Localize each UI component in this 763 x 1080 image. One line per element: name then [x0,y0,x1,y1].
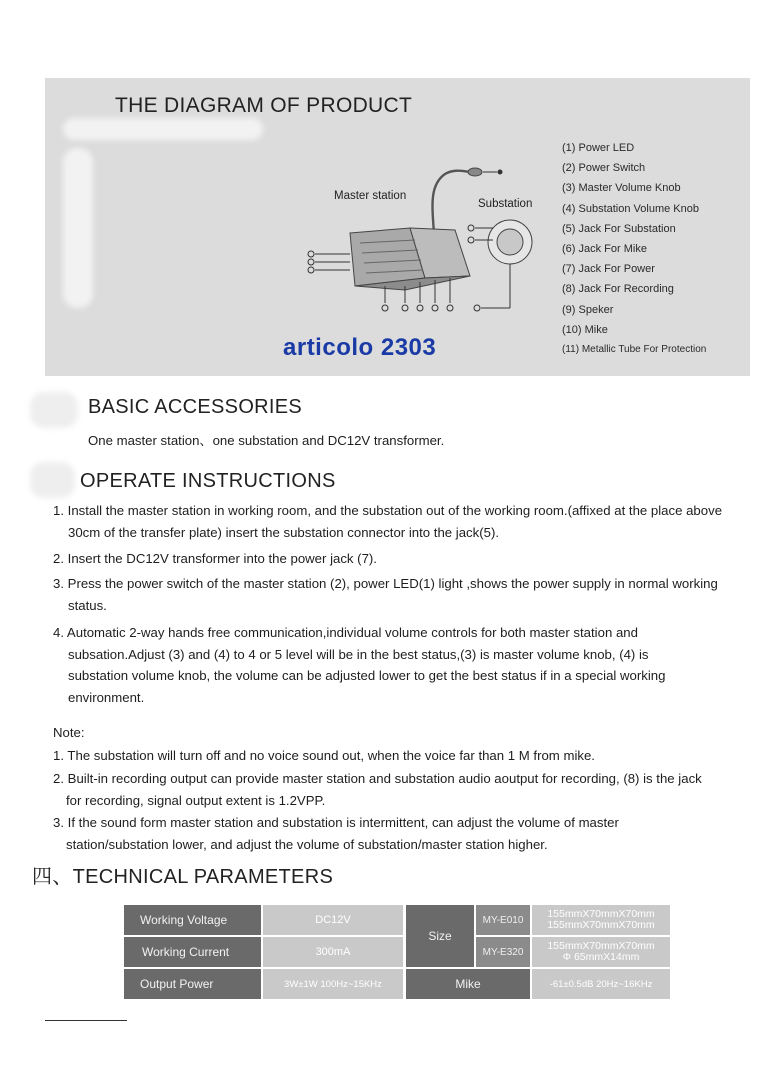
size-value [532,905,670,935]
param-value: DC12V [263,905,403,935]
part-item: (8) Jack For Recording [562,283,674,296]
note-item: 3. If the sound form master station and substation is intermittent, can adjust the volume of master station/substation lower, and adjust the volume of substation/master station higher. [53,815,619,852]
technical-table-right [404,903,672,1001]
part-item: (11) Metallic Tube For Protection [562,344,707,356]
model-label: MY-E320 [476,937,530,967]
param-value: 3W±1W 100Hz~15KHz [263,969,403,999]
footer-rule [45,1020,127,1021]
accessories-heading: BASIC ACCESSORIES [88,396,303,418]
note-item: 1. The substation will turn off and no voice sound out, when the voice far than 1 M from mike. [53,748,595,763]
param-value: 300mA [263,937,403,967]
product-drawing [295,158,575,328]
diagram-title: THE DIAGRAM OF PRODUCT [115,94,413,117]
param-label: Working Voltage [124,905,261,935]
article-watermark: articolo 2303 [283,334,437,361]
note-heading: Note: [53,725,85,740]
instruction-item: 4. Automatic 2-way hands free communication,individual volume controls for both master station and subsation.Adjust (3) and (4) to 4 or 5 level will be in the best status,(3) is master volume knob, (4) is substation volume knob, the volume can be adjusted lower to get the best status if in a special working environment. [53,625,666,705]
parts-legend [562,138,747,360]
technical-heading: 四、TECHNICAL PARAMETERS [32,866,334,888]
accessories-text: One master station、one substation and DC12V transformer. [88,433,445,448]
redaction-mark [63,118,263,140]
product-diagram-panel [45,78,750,376]
redaction-mark [63,148,93,308]
redaction-mark [30,392,78,428]
size-value [532,937,670,967]
note-item: 2. Built-in recording output can provide master station and substation audio aoutput for recording, (8) is the jack for recording, signal output extent is 1.2VPP. [53,771,702,808]
redaction-mark [30,462,75,498]
size-value-line: Φ 65mmX14mm [562,951,640,963]
part-item: (9) Speker [562,303,614,316]
substation-label: Substation [478,198,533,210]
size-label: Size [406,905,474,967]
technical-table-left [122,903,405,1001]
table-row [124,937,403,967]
instruction-item: 3. Press the power switch of the master station (2), power LED(1) light ,shows the power supply in normal working status. [53,576,718,613]
instruction-item: 2. Insert the DC12V transformer into the power jack (7). [53,551,377,566]
param-label: Output Power [124,969,261,999]
master-station-label: Master station [334,190,407,202]
part-item: (1) Power LED [562,142,635,154]
size-value-line: 155mmX70mmX70mm [547,919,655,931]
param-label: Working Current [124,937,261,967]
part-item: (3) Master Volume Knob [562,182,681,195]
part-item: (6) Jack For Mike [562,243,647,256]
part-item: (7) Jack For Power [562,263,655,276]
mike-label: Mike [406,969,530,999]
instructions-heading: OPERATE INSTRUCTIONS [80,470,336,492]
part-item: (10) Mike [562,323,608,336]
mike-value: -61±0.5dB 20Hz~16KHz [532,969,670,999]
instruction-item: 1. Install the master station in working room, and the substation out of the working room.(affixed at the place above 30cm of the transfer plate) insert the substation connector into the jack(5). [53,503,723,540]
part-item: (2) Power Switch [562,162,646,175]
size-value-line: 155mmX70mmX70mm [547,940,655,952]
part-item: (5) Jack For Substation [562,222,676,235]
table-row [124,969,403,999]
part-item: (4) Substation Volume Knob [562,202,699,215]
table-row [406,969,670,999]
table-row [124,905,403,935]
table-row [406,905,670,935]
model-label: MY-E010 [476,905,530,935]
size-value-line: 155mmX70mmX70mm [547,908,655,920]
